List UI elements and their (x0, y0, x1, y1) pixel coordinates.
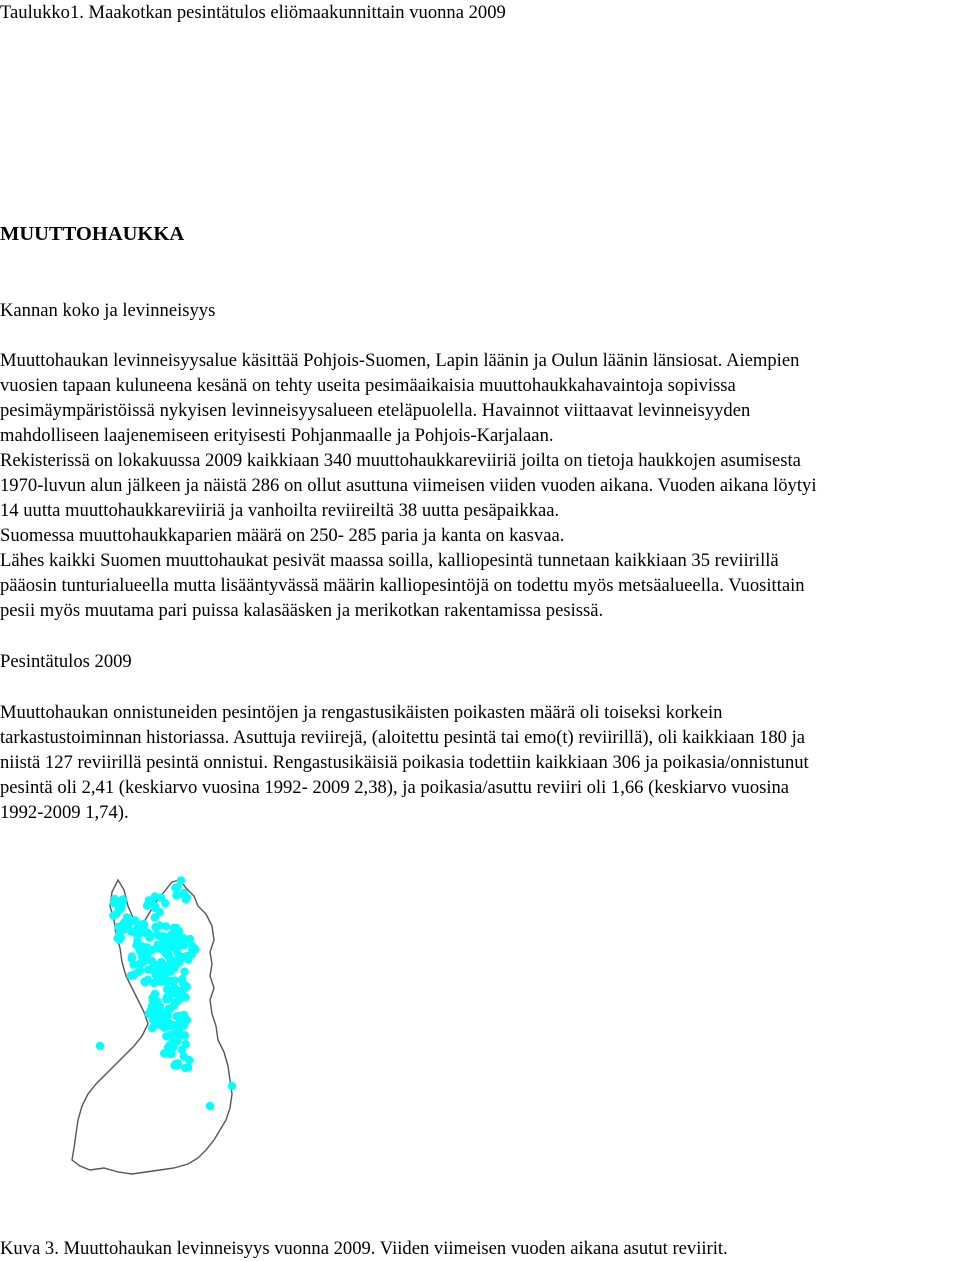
text-line: pesimäympäristöissä nykyisen levinneisyysalueen eteläpuolella. Havainnot viittaavat levinneisyyden (0, 400, 751, 421)
territory-point (176, 1018, 184, 1026)
subheading-distribution: Kannan koko ja levinneisyys (0, 300, 216, 321)
territory-point (133, 937, 141, 945)
text-line: 14 uutta muuttohaukkareviiriä ja vanhoilta reviireiltä 38 uutta pesäpaikkaa. (0, 500, 560, 521)
territory-points (96, 876, 236, 1110)
territory-point (150, 1008, 158, 1016)
territory-point (144, 975, 152, 983)
paragraph-distribution (0, 348, 960, 623)
territory-point (173, 937, 181, 945)
text-line: niistä 127 reviirillä pesintä onnistui. Rengastusikäisiä poikasia todettiin kaikkiaan 306 ja poikasia/onnistunut (0, 752, 809, 773)
territory-point (161, 1023, 169, 1031)
territory-point (148, 1024, 156, 1032)
text-line: pesii myös muutama pari puissa kalasääsken ja merikotkan rakentamissa pesissä. (0, 600, 604, 621)
text-line: mahdolliseen laajenemiseen erityisesti Pohjanmaalle ja Pohjois-Karjalaan. (0, 425, 554, 446)
territory-point (151, 913, 159, 921)
territory-point (159, 934, 167, 942)
territory-point (158, 1010, 166, 1018)
territory-point (141, 928, 149, 936)
territory-point (111, 895, 119, 903)
territory-point (184, 1063, 192, 1071)
section-title: MUUTTOHAUKKA (0, 223, 185, 245)
text-line: Muuttohaukan onnistuneiden pesintöjen ja rengastusikäisten poikasten määrä oli toiseksi korkein (0, 702, 723, 723)
text-line: pääosin tunturialueella mutta lisääntyvässä määrin kalliopesintöjä on todettu myös metsäalueella. Vuosittain (0, 575, 805, 596)
territory-point (166, 1041, 174, 1049)
territory-point (155, 966, 163, 974)
subheading-breeding-result: Pesintätulos 2009 (0, 651, 132, 672)
text-line: Lähes kaikki Suomen muuttohaukat pesivät maassa soilla, kalliopesintä tunnetaan kaikkiaan 35 reviirillä (0, 550, 779, 571)
territory-point (143, 951, 151, 959)
territory-point (157, 958, 165, 966)
territory-point (185, 1056, 193, 1064)
territory-point (167, 1050, 175, 1058)
territory-point (170, 944, 178, 952)
territory-point (151, 990, 159, 998)
finland-distribution-map (60, 868, 260, 1178)
territory-point (170, 1061, 178, 1069)
territory-point (175, 1031, 183, 1039)
text-line: Suomessa muuttohaukkaparien määrä on 250- 285 paria ja kanta on kasvaa. (0, 525, 565, 546)
paragraph-breeding-result (0, 700, 960, 825)
territory-point (139, 959, 147, 967)
territory-point (206, 1102, 214, 1110)
territory-point (174, 997, 182, 1005)
territory-point (162, 1032, 170, 1040)
text-line: 1992-2009 1,74). (0, 802, 129, 823)
territory-point (180, 967, 188, 975)
text-line: 1970-luvun alun jälkeen ja näistä 286 on ollut asuttuna viimeisen viiden vuoden aikana. Vuoden aikana löytyi (0, 475, 817, 496)
territory-point (147, 896, 155, 904)
territory-point (128, 952, 136, 960)
territory-point (181, 993, 189, 1001)
territory-point (179, 979, 187, 987)
territory-point (96, 1042, 104, 1050)
text-line: vuosien tapaan kuluneena kesänä on tehty useita pesimäaikaisia muuttohaukkahavaintoja sopivissa (0, 375, 736, 396)
territory-point (162, 995, 170, 1003)
territory-point (228, 1082, 236, 1090)
territory-point (129, 960, 137, 968)
text-line: Rekisterissä on lokakuussa 2009 kaikkiaan 340 muuttohaukkareviiriä joilta on tietoja haukkojen asumisesta (0, 450, 801, 471)
territory-point (162, 922, 170, 930)
territory-point (172, 961, 180, 969)
figure-caption: Kuva 3. Muuttohaukan levinneisyys vuonna 2009. Viiden viimeisen vuoden aikana asutut reviirit. (0, 1238, 728, 1259)
territory-point (167, 930, 175, 938)
territory-point (161, 949, 169, 957)
territory-point (117, 904, 125, 912)
territory-point (151, 923, 159, 931)
text-line: pesintä oli 2,41 (keskiarvo vuosina 1992- 2009 2,38), ja poikasia/asuttu reviiri oli 1,66 (keskiarvo vuosina (0, 777, 790, 798)
territory-point (130, 971, 138, 979)
territory-point (179, 891, 187, 899)
territory-point (188, 946, 196, 954)
territory-point (186, 935, 194, 943)
territory-point (157, 894, 165, 902)
territory-point (117, 933, 125, 941)
territory-point (171, 884, 179, 892)
text-line: tarkastustoiminnan historiassa. Asuttuja reviirejä, (aloitettu pesintä tai emo(t) reviirillä), oli kaikkiaan 180 ja (0, 727, 805, 748)
text-line: Muuttohaukan levinneisyysalue käsittää Pohjois-Suomen, Lapin läänin ja Oulun läänin länsiosat. Aiempien (0, 350, 800, 371)
table-caption: Taulukko1. Maakotkan pesintätulos eliömaakunnittain vuonna 2009 (0, 2, 506, 23)
